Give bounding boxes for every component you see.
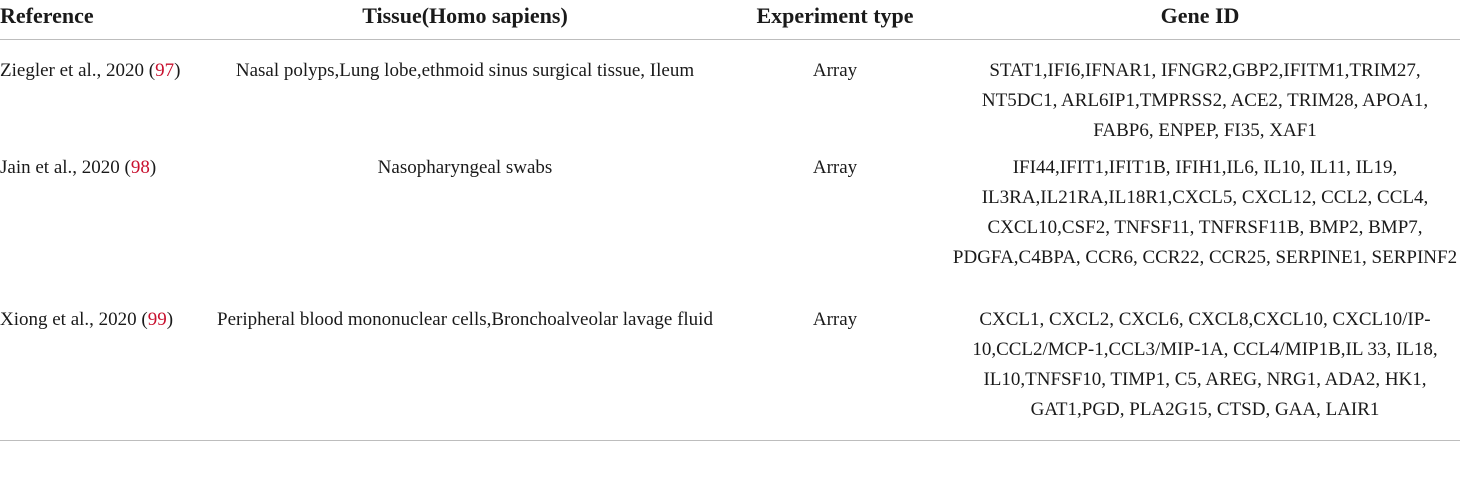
tissue-cell: Nasal polyps,Lung lobe,ethmoid sinus surgical tissue, Ileum [235,60,695,81]
experiment-cell: Array [812,157,858,178]
header-experiment-type: Experiment type [730,0,940,40]
reference-close: ) [149,157,157,178]
citation-link[interactable]: 97 [155,60,175,81]
table-row [0,305,1460,441]
reference-cell [0,305,200,441]
reference-cell [0,153,200,305]
experiment-cell: Array [812,60,858,81]
experiment-cell: Array [730,305,940,441]
tissue-cell: Nasopharyngeal swabs [377,157,553,178]
gene-cell: IFI44,IFIT1,IFIT1B, IFIH1,IL6, IL10, IL11, IL19, IL3RA,IL21RA,IL18R1,CXCL5, CXCL12, CCL2, CCL4, CXCL10,CSF2, TNFSF11, TNFRSF11B, BMP2, BMP7, PDGFA,C4BPA, CCR6, CCR22, CCR25, SERPINE1, SERPINF2 [952,157,1458,268]
header-row [0,0,1460,40]
gene-cell: STAT1,IFI6,IFNAR1, IFNGR2,GBP2,IFITM1,TRIM27, NT5DC1, ARL6IP1,TMPRSS2, ACE2, TRIM28, APOA1, FABP6, ENPEP, FI35, XAF1 [981,60,1429,141]
citation-link[interactable]: 98 [130,157,150,178]
tissue-cell: Peripheral blood mononuclear cells,Bronchoalveolar lavage fluid [200,305,730,441]
reference-close: ) [174,60,181,81]
reference-cell [0,40,200,154]
reference-text: Xiong et al., 2020 ( [0,309,148,330]
header-reference: Reference [0,0,200,40]
table-row [0,153,1460,305]
header-gene-id: Gene ID [940,0,1460,40]
reference-text: Ziegler et al., 2020 ( [0,60,156,81]
citation-link[interactable]: 99 [147,309,167,330]
gene-cell: CXCL1, CXCL2, CXCL6, CXCL8,CXCL10, CXCL10/IP-10,CCL2/MCP-1,CCL3/MIP-1A, CCL4/MIP1B,IL 33, IL18, IL10,TNFSF10, TIMP1, C5, AREG, NRG1, ADA2, HK1, GAT1,PGD, PLA2G15, CTSD, GAA, LAIR1 [940,305,1460,441]
reference-text: Jain et al., 2020 ( [0,157,131,178]
reference-close: ) [166,309,174,330]
table-row [0,40,1460,154]
header-tissue: Tissue(Homo sapiens) [200,0,730,40]
